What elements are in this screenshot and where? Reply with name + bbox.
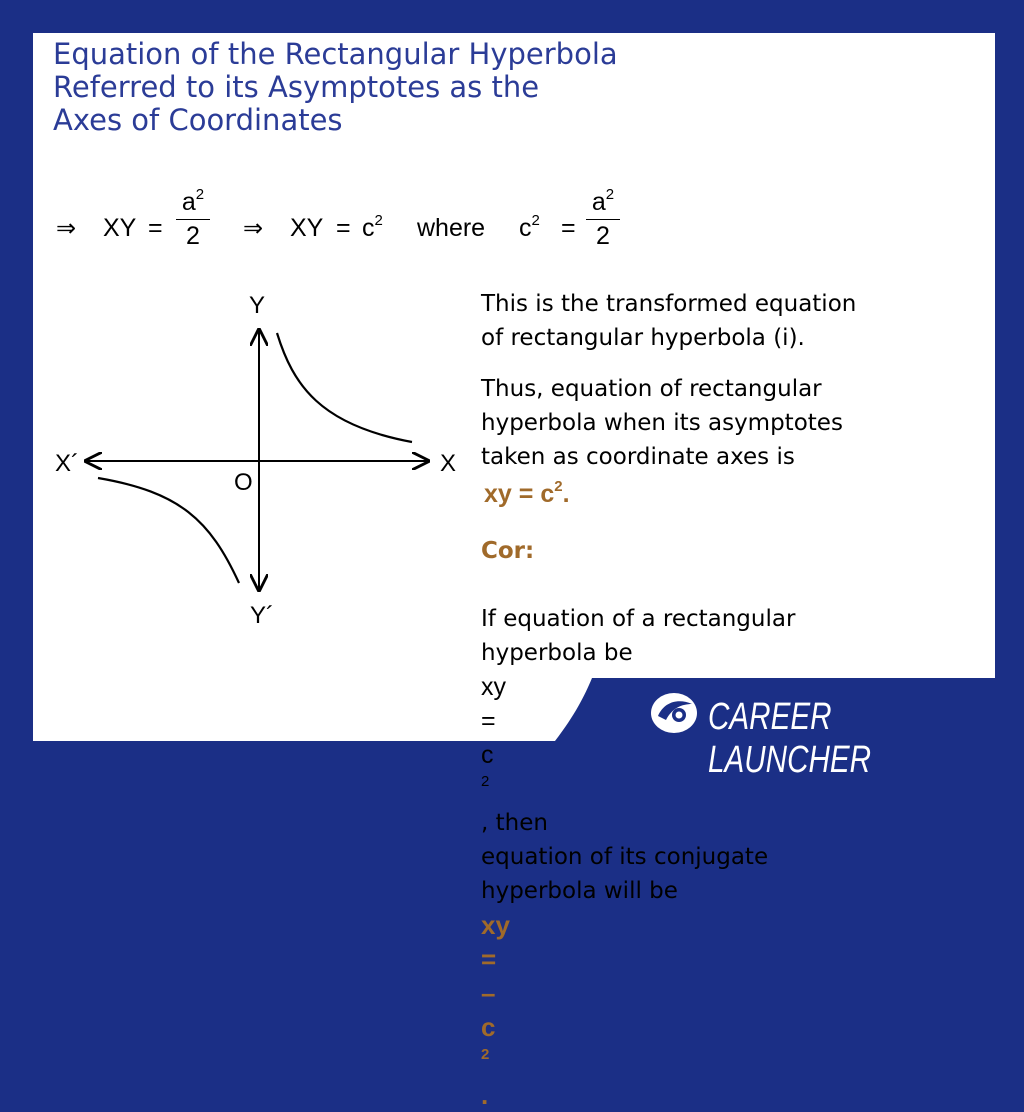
equals-sign-1: =: [148, 214, 163, 242]
rhs-base: c: [362, 214, 375, 242]
fraction-denominator: 2: [596, 222, 610, 250]
numerator-exponent: 2: [605, 186, 615, 203]
implies-symbol-1: ⇒: [56, 215, 77, 242]
implies-symbol-2: ⇒: [243, 215, 264, 242]
numerator-base: a: [181, 188, 196, 216]
conj-period: .: [481, 1080, 489, 1110]
eq-equals: =: [481, 707, 496, 735]
conj-minus: –: [481, 978, 496, 1008]
cor-text: hyperbola will be: [481, 878, 678, 904]
result-c: c: [540, 480, 555, 508]
equals-sign-3: =: [561, 214, 576, 242]
y-negative-axis-label: Y´: [250, 602, 274, 629]
eq-c: c: [481, 741, 494, 769]
cor-line-3: equation of its conjugate: [481, 844, 769, 870]
conj-c: c: [481, 1012, 496, 1042]
rhs-exponent: 2: [374, 212, 383, 229]
lhs3-exponent: 2: [531, 212, 540, 229]
result-equals: =: [518, 480, 534, 508]
conj-equals: =: [481, 944, 497, 974]
text-line: Thus, equation of rectangular: [481, 376, 822, 402]
cor-text: If equation of a rectangular: [481, 606, 796, 632]
text-line: of rectangular hyperbola (i).: [481, 325, 805, 351]
career-launcher-logo-icon: [648, 690, 700, 736]
title-line-1: Equation of the Rectangular Hyperbola: [53, 37, 618, 71]
x-axis-label: X: [440, 450, 457, 477]
conjugate-equation: [481, 908, 795, 1112]
where-word: where: [417, 214, 486, 242]
title-line-3: Axes of Coordinates: [53, 103, 343, 137]
conj-exponent: 2: [481, 1046, 490, 1063]
career-launcher-logo-text: CAREER LAUNCHER: [708, 696, 872, 781]
result-period: .: [562, 480, 570, 508]
equals-sign-2: =: [336, 214, 351, 242]
cor-text: , then: [481, 810, 548, 836]
conj-xy: xy: [481, 910, 510, 940]
text-line: This is the transformed equation: [481, 291, 857, 317]
fraction-denominator: 2: [186, 222, 200, 250]
result-xy: xy: [484, 480, 512, 508]
eq-exponent: 2: [481, 773, 490, 790]
text-line: taken as coordinate axes is: [481, 444, 795, 470]
y-axis-label: Y: [249, 292, 266, 319]
numerator-exponent: 2: [195, 186, 205, 203]
cor-label: Cor:: [481, 538, 535, 564]
title-line-2: Referred to its Asymptotes as the: [53, 70, 540, 104]
origin-label: O: [234, 469, 253, 496]
cor-text: hyperbola be: [481, 640, 633, 666]
result-exponent: 2: [554, 478, 563, 495]
lhs3-base: c: [519, 214, 532, 242]
text-line: hyperbola when its asymptotes: [481, 410, 843, 436]
cor-line-4: [481, 874, 795, 1112]
numerator-base: a: [591, 188, 606, 216]
eq-xy: xy: [481, 673, 506, 701]
formula-lhs-1: XY: [103, 214, 137, 242]
formula-lhs-2: XY: [290, 214, 324, 242]
x-negative-axis-label: X´: [55, 450, 79, 477]
